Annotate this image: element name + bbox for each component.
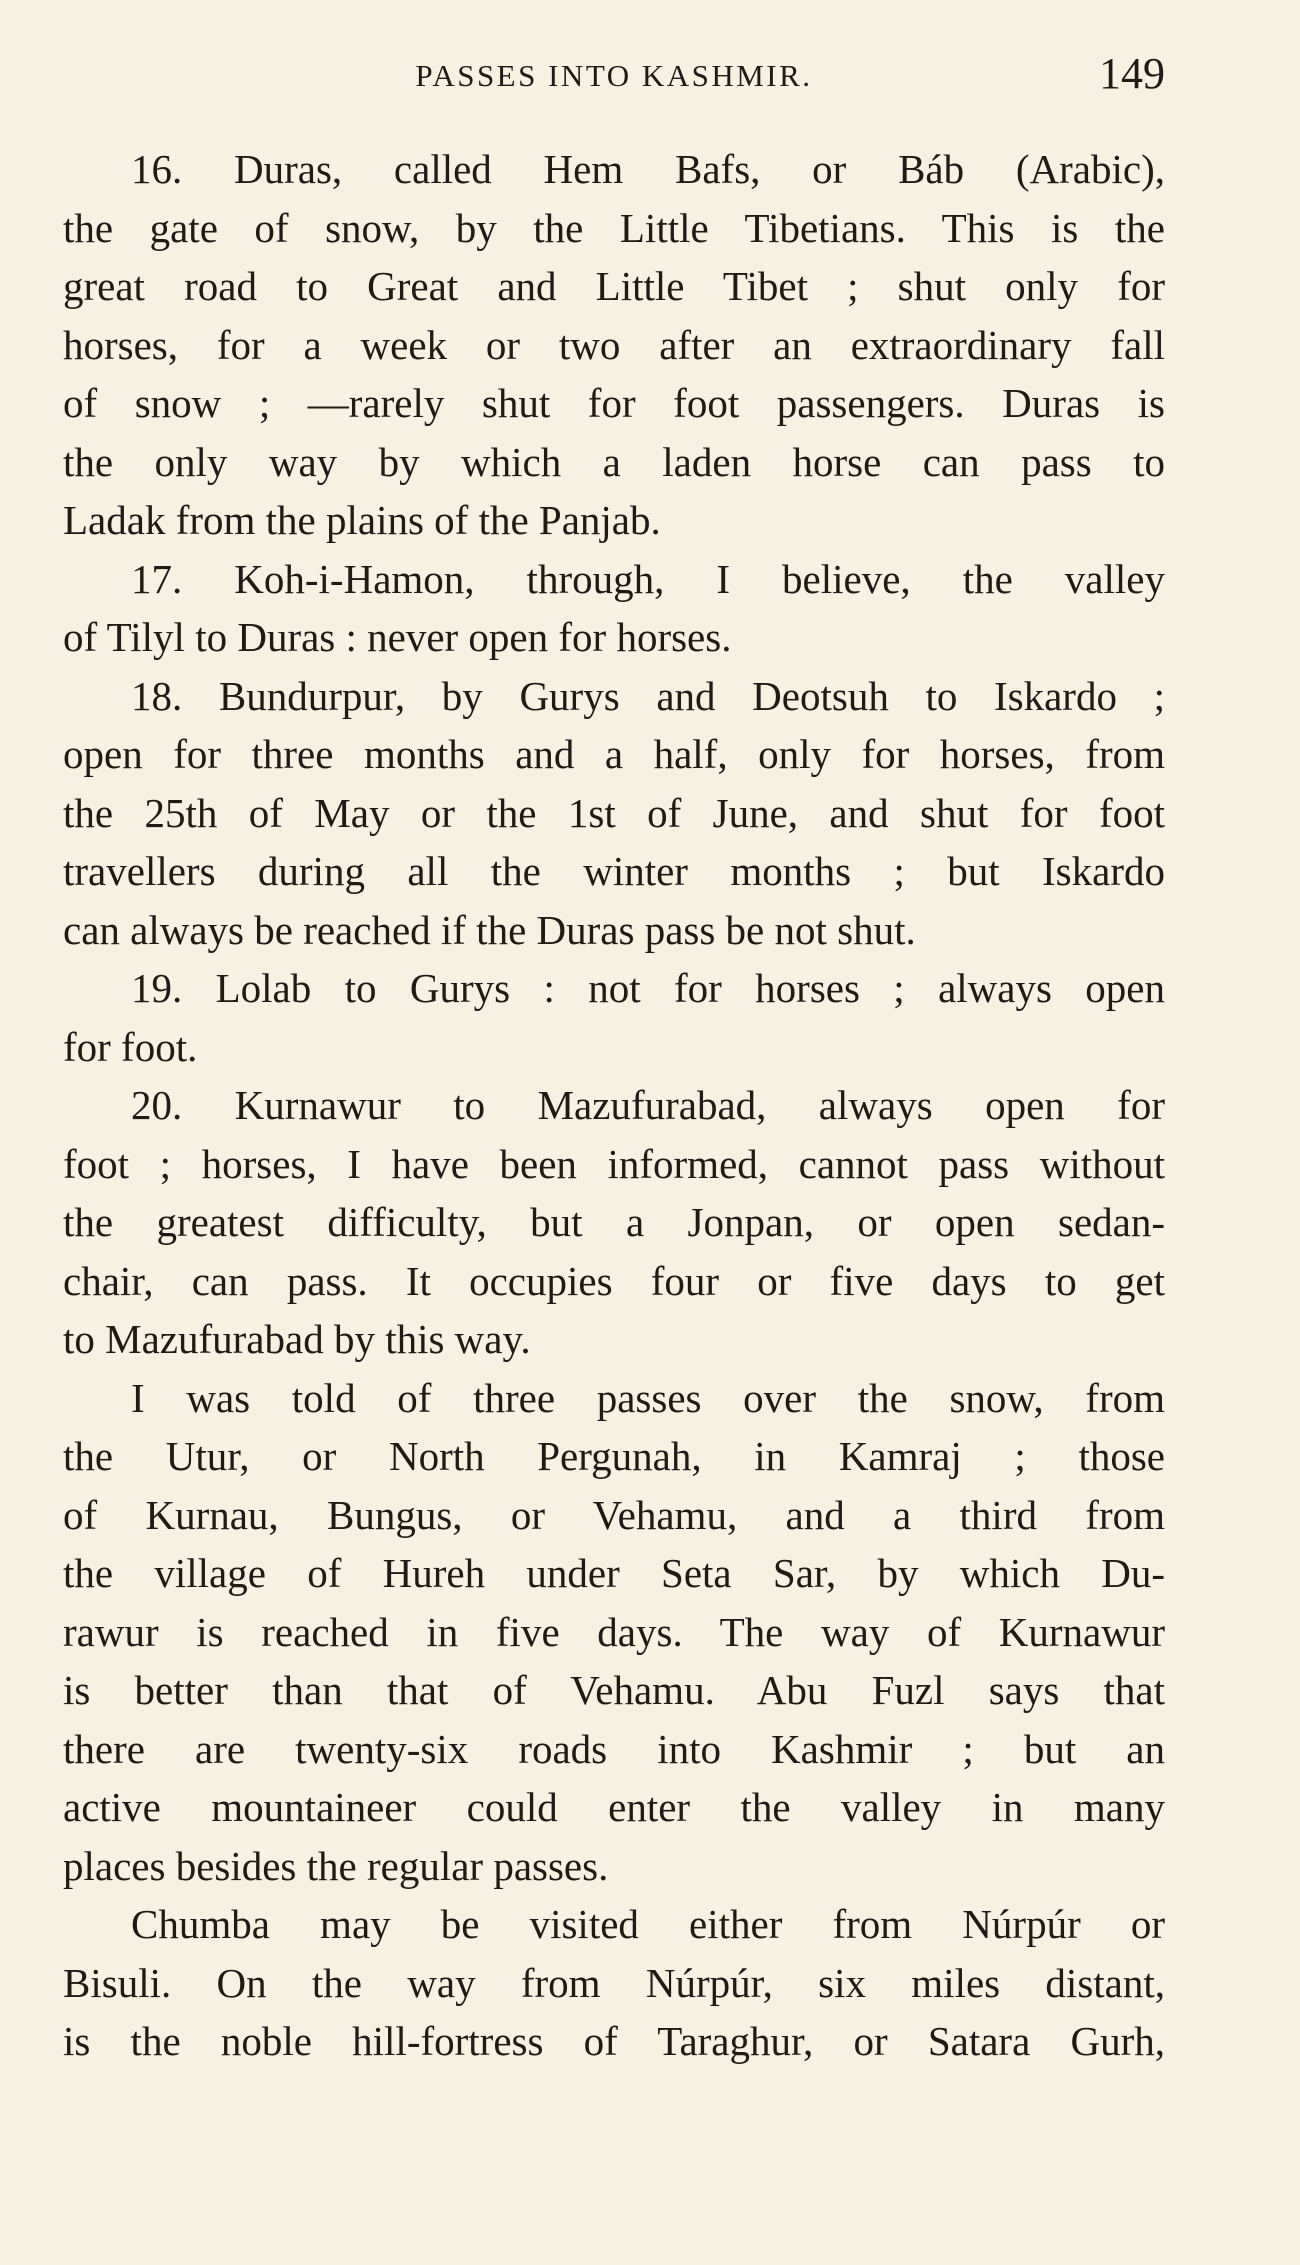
text-line: active mountaineer could enter the valley in many (63, 1784, 1165, 1830)
text-line: the Utur, or North Pergunah, in Kamraj ; those (63, 1433, 1165, 1479)
text-line: 18. Bundurpur, by Gurys and Deotsuh to Iskardo ; (131, 672, 1165, 719)
text-line: the 25th of May or the 1st of June, and shut for foot (63, 789, 1165, 836)
text-line: of Tilyl to Duras : never open for horses. (63, 614, 732, 660)
text-line: places besides the regular passes. (63, 1842, 609, 1889)
text-line: chair, can pass. It occupies four or five days to get (63, 1257, 1165, 1304)
text-line: I was told of three passes over the snow, from (131, 1374, 1165, 1421)
text-line: for foot. (63, 1023, 198, 1070)
text-line: of Kurnau, Bungus, or Vehamu, and a third from (63, 1491, 1165, 1538)
text-line: is better than that of Vehamu. Abu Fuzl says that (63, 1667, 1165, 1713)
text-line: Chumba may be visited either from Núrpúr or (131, 1901, 1165, 1947)
text-line: can always be reached if the Duras pass be not shut. (63, 906, 916, 953)
text-line: 16. Duras, called Hem Bafs, or Báb (Arabic), (131, 146, 1165, 192)
text-line: 17. Koh-i-Hamon, through, I believe, the valley (131, 555, 1165, 602)
text-line: foot ; horses, I have been informed, cannot pass without (63, 1140, 1165, 1187)
text-line: to Mazufurabad by this way. (63, 1316, 531, 1362)
text-line: 20. Kurnawur to Mazufurabad, always open for (131, 1082, 1165, 1128)
page-number: 149 (1099, 49, 1165, 98)
text-line: there are twenty-six roads into Kashmir ; but an (63, 1725, 1165, 1772)
text-line: the only way by which a laden horse can pass to (63, 438, 1165, 485)
text-line: rawur is reached in five days. The way of Kurnawur (63, 1608, 1165, 1655)
text-line: travellers during all the winter months ; but Iskardo (63, 848, 1165, 894)
body-text (63, 140, 1165, 2071)
text-line: 19. Lolab to Gurys : not for horses ; always open (131, 965, 1165, 1011)
text-line: horses, for a week or two after an extraordinary fall (63, 321, 1165, 368)
text-line: Bisuli. On the way from Núrpúr, six miles distant, (63, 1959, 1165, 2006)
text-line: great road to Great and Little Tibet ; shut only for (63, 263, 1165, 309)
text-line: of snow ; —rarely shut for foot passengers. Duras is (63, 380, 1165, 426)
text-line: the gate of snow, by the Little Tibetians. This is the (63, 204, 1165, 251)
text-line: Ladak from the plains of the Panjab. (63, 497, 661, 543)
running-head (63, 48, 1165, 108)
text-line: open for three months and a half, only for horses, from (63, 731, 1165, 777)
text-line: is the noble hill-fortress of Taraghur, or Satara Gurh, (63, 2018, 1165, 2064)
running-title: PASSES INTO KASHMIR. (415, 58, 813, 93)
text-line: the village of Hureh under Seta Sar, by which Du- (63, 1550, 1165, 1596)
text-line: the greatest difficulty, but a Jonpan, or open sedan- (63, 1199, 1165, 1245)
